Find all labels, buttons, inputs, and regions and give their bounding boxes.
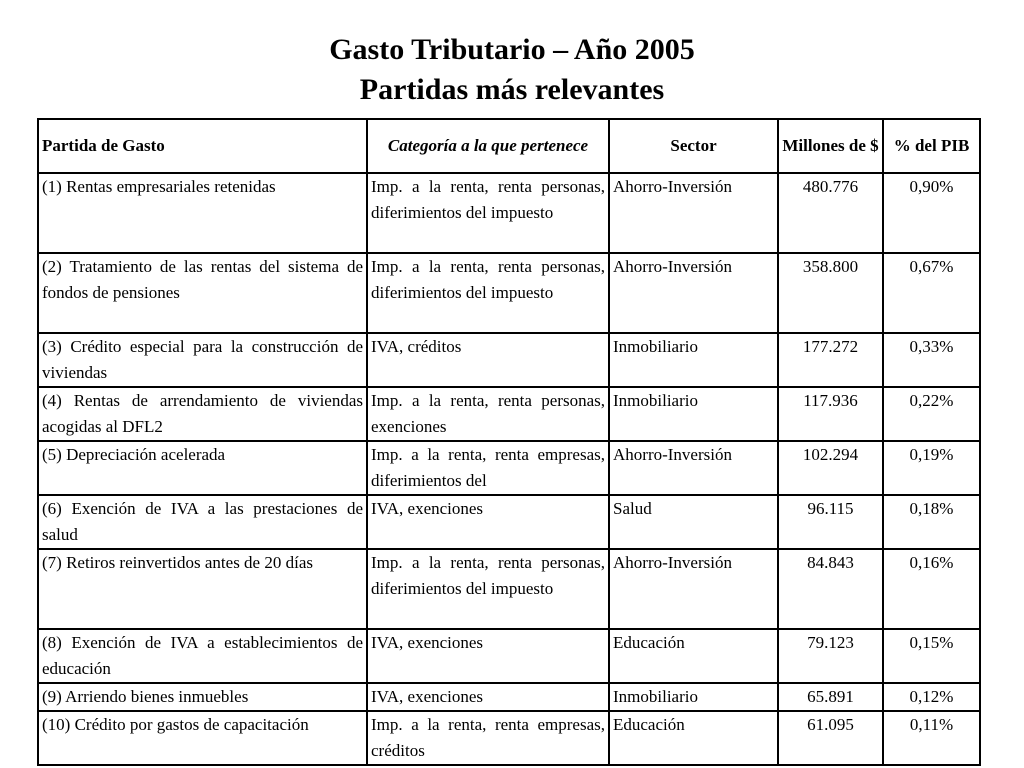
cell-millones: 65.891: [778, 683, 883, 711]
cell-categoria: IVA, exenciones: [367, 629, 609, 683]
cell-categoria: Imp. a la renta, renta personas, diferimientos del impuesto: [367, 173, 609, 253]
cell-sector: Educación: [609, 629, 778, 683]
title-line-1: Gasto Tributario – Año 2005: [329, 33, 695, 66]
title-line-2: Partidas más relevantes: [359, 73, 665, 106]
table-row: [38, 549, 980, 629]
cell-pib: 0,12%: [883, 683, 980, 711]
cell-pib: 0,15%: [883, 629, 980, 683]
cell-categoria: Imp. a la renta, renta empresas, créditos: [367, 711, 609, 765]
cell-categoria: Imp. a la renta, renta personas, diferimientos del impuesto: [367, 549, 609, 629]
cell-partida: (10) Crédito por gastos de capacitación: [38, 711, 367, 765]
cell-categoria: IVA, créditos: [367, 333, 609, 387]
cell-partida: (6) Exención de IVA a las prestaciones de salud: [38, 495, 367, 549]
cell-sector: Inmobiliario: [609, 333, 778, 387]
cell-millones: 480.776: [778, 173, 883, 253]
cell-sector: Ahorro-Inversión: [609, 441, 778, 495]
cell-pib: 0,19%: [883, 441, 980, 495]
cell-millones: 84.843: [778, 549, 883, 629]
cell-millones: 102.294: [778, 441, 883, 495]
cell-partida: (3) Crédito especial para la construcción de viviendas: [38, 333, 367, 387]
cell-pib: 0,90%: [883, 173, 980, 253]
cell-partida: (2) Tratamiento de las rentas del sistema de fondos de pensiones: [38, 253, 367, 333]
cell-sector: Ahorro-Inversión: [609, 173, 778, 253]
slide-title: [0, 30, 1024, 110]
cell-sector: Inmobiliario: [609, 387, 778, 441]
header-partida: Partida de Gasto: [38, 119, 367, 173]
cell-categoria: Imp. a la renta, renta personas, diferimientos del impuesto: [367, 253, 609, 333]
table-row: [38, 387, 980, 441]
table-row: [38, 173, 980, 253]
cell-categoria: IVA, exenciones: [367, 683, 609, 711]
cell-millones: 96.115: [778, 495, 883, 549]
header-pib: % del PIB: [883, 119, 980, 173]
cell-partida: (5) Depreciación acelerada: [38, 441, 367, 495]
table-row: [38, 683, 980, 711]
table-row: [38, 495, 980, 549]
table-row: [38, 629, 980, 683]
tax-expense-table: [37, 118, 981, 766]
cell-millones: 117.936: [778, 387, 883, 441]
cell-millones: 358.800: [778, 253, 883, 333]
cell-millones: 79.123: [778, 629, 883, 683]
cell-pib: 0,11%: [883, 711, 980, 765]
cell-sector: Educación: [609, 711, 778, 765]
cell-pib: 0,67%: [883, 253, 980, 333]
cell-pib: 0,18%: [883, 495, 980, 549]
cell-partida: (1) Rentas empresariales retenidas: [38, 173, 367, 253]
table-row: [38, 441, 980, 495]
cell-categoria: IVA, exenciones: [367, 495, 609, 549]
cell-partida: (4) Rentas de arrendamiento de viviendas acogidas al DFL2: [38, 387, 367, 441]
table-header-row: [38, 119, 980, 173]
cell-categoria: Imp. a la renta, renta empresas, diferimientos del: [367, 441, 609, 495]
table-row: [38, 333, 980, 387]
cell-sector: Salud: [609, 495, 778, 549]
cell-millones: 177.272: [778, 333, 883, 387]
header-millones: Millones de $: [778, 119, 883, 173]
cell-pib: 0,33%: [883, 333, 980, 387]
cell-partida: (7) Retiros reinvertidos antes de 20 días: [38, 549, 367, 629]
cell-partida: (9) Arriendo bienes inmuebles: [38, 683, 367, 711]
cell-millones: 61.095: [778, 711, 883, 765]
header-sector: Sector: [609, 119, 778, 173]
table-row: [38, 711, 980, 765]
cell-pib: 0,16%: [883, 549, 980, 629]
table-row: [38, 253, 980, 333]
cell-partida: (8) Exención de IVA a establecimientos de educación: [38, 629, 367, 683]
cell-pib: 0,22%: [883, 387, 980, 441]
cell-sector: Inmobiliario: [609, 683, 778, 711]
cell-categoria: Imp. a la renta, renta personas, exenciones: [367, 387, 609, 441]
header-categoria: Categoría a la que pertenece: [367, 119, 609, 173]
cell-sector: Ahorro-Inversión: [609, 253, 778, 333]
cell-sector: Ahorro-Inversión: [609, 549, 778, 629]
